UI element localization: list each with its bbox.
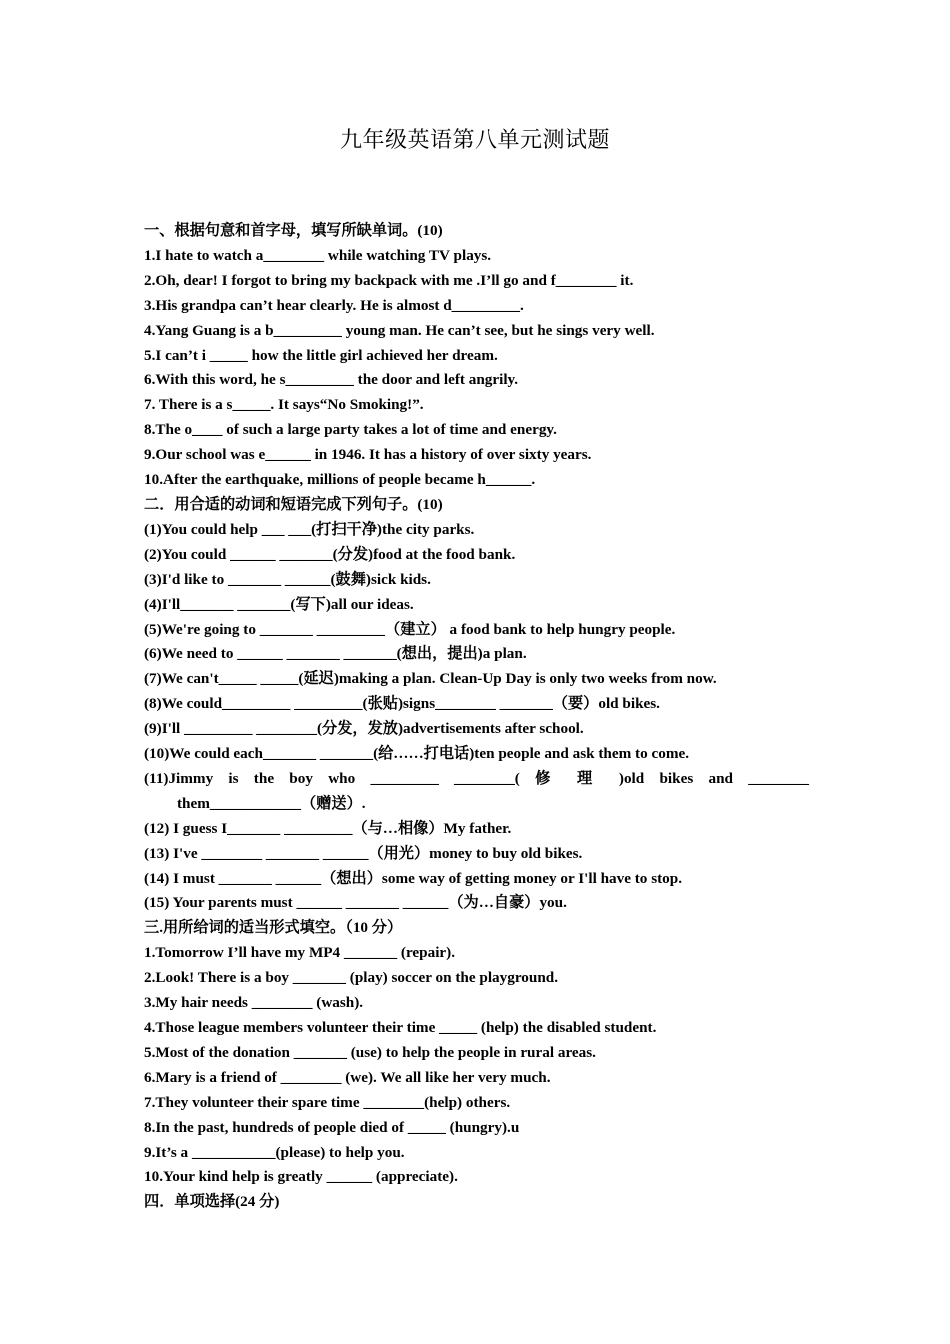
question-item: 3.My hair needs ________ (wash). xyxy=(144,994,364,1012)
question-item: 10.Your kind help is greatly ______ (appreciate). xyxy=(144,1168,458,1186)
question-item: (3)I'd like to _______ ______(鼓舞)sick kids. xyxy=(144,570,431,588)
question-item: (9)I'll _________ ________(分发，发放)advertisements after school. xyxy=(144,720,584,738)
section-heading: 一、根据句意和首字母，填写所缺单词。(10) xyxy=(144,222,443,239)
question-item: 9.It’s a ___________(please) to help you. xyxy=(144,1143,405,1161)
question-item: 7.They volunteer their spare time ________(help) others. xyxy=(144,1093,511,1111)
question-item: 10.After the earthquake, millions of people became h______. xyxy=(144,471,536,489)
question-item: 4.Those league members volunteer their time _____ (help) the disabled student. xyxy=(144,1019,657,1036)
section-heading: 二．用合适的动词和短语完成下列句子。(10) xyxy=(144,495,443,513)
question-item: (15) Your parents must ______ _______ ______（为…自豪）you. xyxy=(144,894,567,912)
question-item: 8.The o____ of such a large party takes a lot of time and energy. xyxy=(144,421,557,439)
question-item: 2.Look! There is a boy _______ (play) soccer on the playground. xyxy=(144,969,559,987)
worksheet-body xyxy=(144,219,809,1215)
question-item-continuation: them____________（赠送）. xyxy=(177,794,366,812)
question-item: (12) I guess I_______ _________（与…相像）My father. xyxy=(144,819,512,837)
question-item: 5.I can’t i _____ how the little girl achieved her dream. xyxy=(144,346,498,364)
question-item: 3.His grandpa can’t hear clearly. He is almost d_________. xyxy=(144,296,524,314)
question-item: (14) I must _______ ______（想出）some way of getting money or I'll have to stop. xyxy=(144,869,683,887)
question-item: (2)You could ______ _______(分发)food at the food bank. xyxy=(144,545,516,563)
question-item: 4.Yang Guang is a b_________ young man. He can’t see, but he sings very well. xyxy=(144,321,655,339)
question-item: 5.Most of the donation _______ (use) to help the people in rural areas. xyxy=(144,1043,596,1061)
question-item: (11)Jimmy is the boy who _________ ________( 修 理 )old bikes and ________ xyxy=(144,769,809,787)
question-item: 2.Oh, dear! I forgot to bring my backpack with me .I’ll go and f________ it. xyxy=(144,271,634,289)
section-heading: 四．单项选择(24 分) xyxy=(144,1193,280,1211)
question-item: (13) I've ________ _______ ______（用光）money to buy old bikes. xyxy=(144,844,583,862)
question-item: 1.Tomorrow I’ll have my MP4 _______ (repair). xyxy=(144,944,456,962)
question-item: (7)We can't_____ _____(延迟)making a plan. Clean-Up Day is only two weeks from now. xyxy=(144,670,717,688)
question-item: 8.In the past, hundreds of people died of _____ (hungry).u xyxy=(144,1118,520,1136)
question-item: (4)I'll_______ _______(写下)all our ideas. xyxy=(144,595,414,613)
question-item: 9.Our school was e______ in 1946. It has a history of over sixty years. xyxy=(144,446,592,464)
question-item: 6.Mary is a friend of ________ (we). We all like her very much. xyxy=(144,1068,551,1086)
question-item: (5)We're going to _______ _________（建立） a food bank to help hungry people. xyxy=(144,620,676,638)
question-item: 7. There is a s_____. It says“No Smoking!”. xyxy=(144,396,424,414)
question-item: (1)You could help ___ ___(打扫干净)the city parks. xyxy=(144,520,475,538)
question-item: (10)We could each_______ _______(给……打电话)ten people and ask them to come. xyxy=(144,745,690,763)
question-item: 1.I hate to watch a________ while watching TV plays. xyxy=(144,246,492,264)
question-item: 6.With this word, he s_________ the door and left angrily. xyxy=(144,371,519,389)
question-item: (8)We could_________ _________(张贴)signs________ _______（要）old bikes. xyxy=(144,695,660,713)
page-title: 九年级英语第八单元测试题 xyxy=(339,127,610,152)
question-item: (6)We need to ______ _______ _______(想出，提出)a plan. xyxy=(144,645,527,663)
section-heading: 三.用所给词的适当形式填空。（10 分） xyxy=(144,919,403,937)
